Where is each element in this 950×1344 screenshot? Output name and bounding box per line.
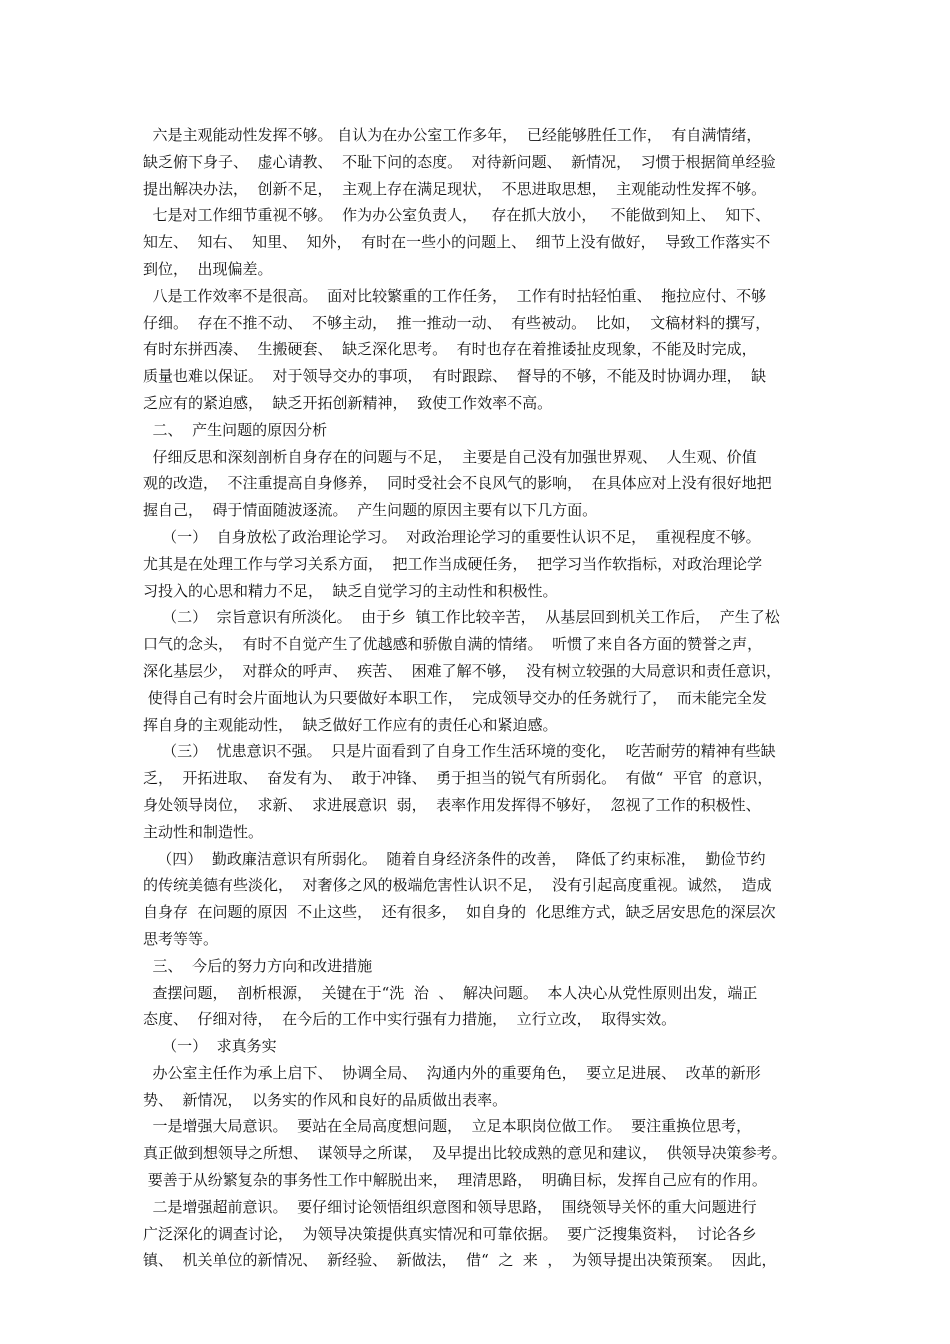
text-line: 尤其是在处理工作与学习关系方面， 把工作当成硬任务， 把学习当作软指标，对政治理论学	[143, 554, 763, 573]
text-line: 二、 产生问题的原因分析	[143, 420, 328, 439]
text-line: 身处领导岗位， 求新、 求进展意识 弱， 表率作用发挥得不够好， 忽视了工作的积极性、	[143, 795, 761, 814]
text-line: 到位， 出现偏差。	[143, 259, 273, 278]
text-line: 提出解决办法， 创新不足， 主观上存在满足现状， 不思进取思想， 主观能动性发挥不够。	[143, 179, 767, 198]
text-line: 挥自身的主观能动性， 缺乏做好工作应有的责任心和紧迫感。	[143, 715, 558, 734]
text-line: 仔细。 存在不推不动、 不够主动， 推一推动一动、 有些被动。 比如， 文稿材料的撰写，	[143, 313, 771, 332]
text-line: 使得自己有时会片面地认为只要做好本职工作， 完成领导交办的任务就行了， 而未能完全发	[143, 688, 767, 707]
document-page	[143, 122, 823, 1274]
text-line: （一） 求真务实	[143, 1037, 277, 1056]
text-line: （四） 勤政廉洁意识有所弱化。 随着自身经济条件的改善， 降低了约束标准， 勤俭节约	[143, 849, 766, 868]
text-line: 乏应有的紧迫感， 缺乏开拓创新精神， 致使工作效率不高。	[143, 393, 553, 412]
text-line: 知左、 知右、 知里、 知外， 有时在一些小的问题上、 细节上没有做好， 导致工作落实不	[143, 233, 771, 252]
text-line: 质量也难以保证。 对于领导交办的事项， 有时跟踪、 督导的不够，不能及时协调办理， 缺	[143, 367, 767, 386]
text-line: 三、 今后的努力方向和改进措施	[143, 956, 373, 975]
text-line: （一） 自身放松了政治理论学习。 对政治理论学习的重要性认识不足， 重视程度不够。	[143, 527, 761, 546]
text-line: 深化基层少， 对群众的呼声、 疾苦、 困难了解不够， 没有树立较强的大局意识和责任意识，	[143, 661, 782, 680]
text-line: 二是增强超前意识。 要仔细讨论领悟组织意图和领导思路， 围绕领导关怀的重大问题进行	[143, 1197, 757, 1216]
text-line: 六是主观能动性发挥不够。 自认为在办公室工作多年， 已经能够胜任工作， 有自满情绪，	[143, 126, 762, 144]
text-line: 思考等等。	[143, 929, 219, 948]
text-line: 自身存 在问题的原因 不止这些， 还有很多， 如自身的 化思维方式，缺乏居安思危的深层次	[143, 903, 776, 922]
text-line: 一是增强大局意识。 要站在全局高度想问题， 立足本职岗位做工作。 要注重换位思考，	[143, 1117, 752, 1136]
text-line: 广泛深化的调查讨论， 为领导决策提供真实情况和可靠依据。 要广泛搜集资料， 讨论各乡	[143, 1224, 757, 1243]
text-line: 势、 新情况， 以务实的作风和良好的品质做出表率。	[143, 1090, 508, 1109]
text-line: （三） 忧患意识不强。 只是片面看到了自身工作生活环境的变化， 吃苦耐劳的精神有些缺	[143, 742, 776, 761]
text-line: 仔细反思和深刻剖析自身存在的问题与不足， 主要是自己没有加强世界观、 人生观、价值	[143, 447, 757, 466]
text-line: 办公室主任作为承上启下、 协调全局、 沟通内外的重要角色， 要立足进展、 改革的新形	[143, 1063, 761, 1082]
text-line: 主动性和制造性。	[143, 822, 264, 841]
text-line: 要善于从纷繁复杂的事务性工作中解脱出来， 理清思路， 明确目标，发挥自己应有的作用。	[143, 1171, 767, 1190]
text-line: 镇、 机关单位的新情况、 新经验、 新做法， 借“ 之 来 ， 为领导提出决策预案。 因此，	[143, 1251, 777, 1270]
text-line: （二） 宗旨意识有所淡化。 由于乡 镇工作比较辛苦， 从基层回到机关工作后， 产生了松	[143, 608, 780, 627]
text-line: 缺乏俯下身子、 虚心请教、 不耻下问的态度。 对待新问题、 新情况， 习惯于根据简单经验	[143, 152, 776, 171]
text-line: 的传统美德有些淡化， 对奢侈之风的极端危害性认识不足， 没有引起高度重视。诚然， 造成	[143, 876, 772, 895]
text-line: 观的改造， 不注重提高自身修养， 同时受社会不良风气的影响， 在具体应对上没有很好地把	[143, 474, 772, 493]
text-line: 态度、 仔细对待， 在今后的工作中实行强有力措施， 立行立改， 取得实效。	[143, 1010, 677, 1029]
text-line: 七是对工作细节重视不够。 作为办公室负责人， 存在抓大放小， 不能做到知上、 知下、	[143, 206, 771, 225]
text-line: 乏， 开拓进取、 奋发有为、 敢于冲锋、 勇于担当的锐气有所弱化。 有做“ 平官 的意识，	[143, 769, 773, 788]
text-line: 口气的念头， 有时不自觉产生了优越感和骄傲自满的情绪。 听惯了来自各方面的赞誉之声，	[143, 635, 763, 654]
text-line: 握自己， 碍于情面随波逐流。 产生问题的原因主要有以下几方面。	[143, 501, 598, 520]
text-line: 习投入的心思和精力不足， 缺乏自觉学习的主动性和积极性。	[143, 581, 558, 600]
text-line: 查摆问题， 剖析根源， 关键在于“洗 治 、 解决问题。 本人决心从党性原则出发，端正	[143, 983, 758, 1002]
text-line: 真正做到想领导之所想、 谋领导之所谋， 及早提出比较成熟的意见和建议， 供领导决策参考。	[143, 1144, 787, 1163]
text-line: 有时东拼西凑、 生搬硬套、 缺乏深化思考。 有时也存在着推诿扯皮现象，不能及时完成，	[143, 340, 757, 359]
text-line: 八是工作效率不是很高。 面对比较繁重的工作任务， 工作有时拈轻怕重、 拖拉应付、不够	[143, 286, 767, 305]
